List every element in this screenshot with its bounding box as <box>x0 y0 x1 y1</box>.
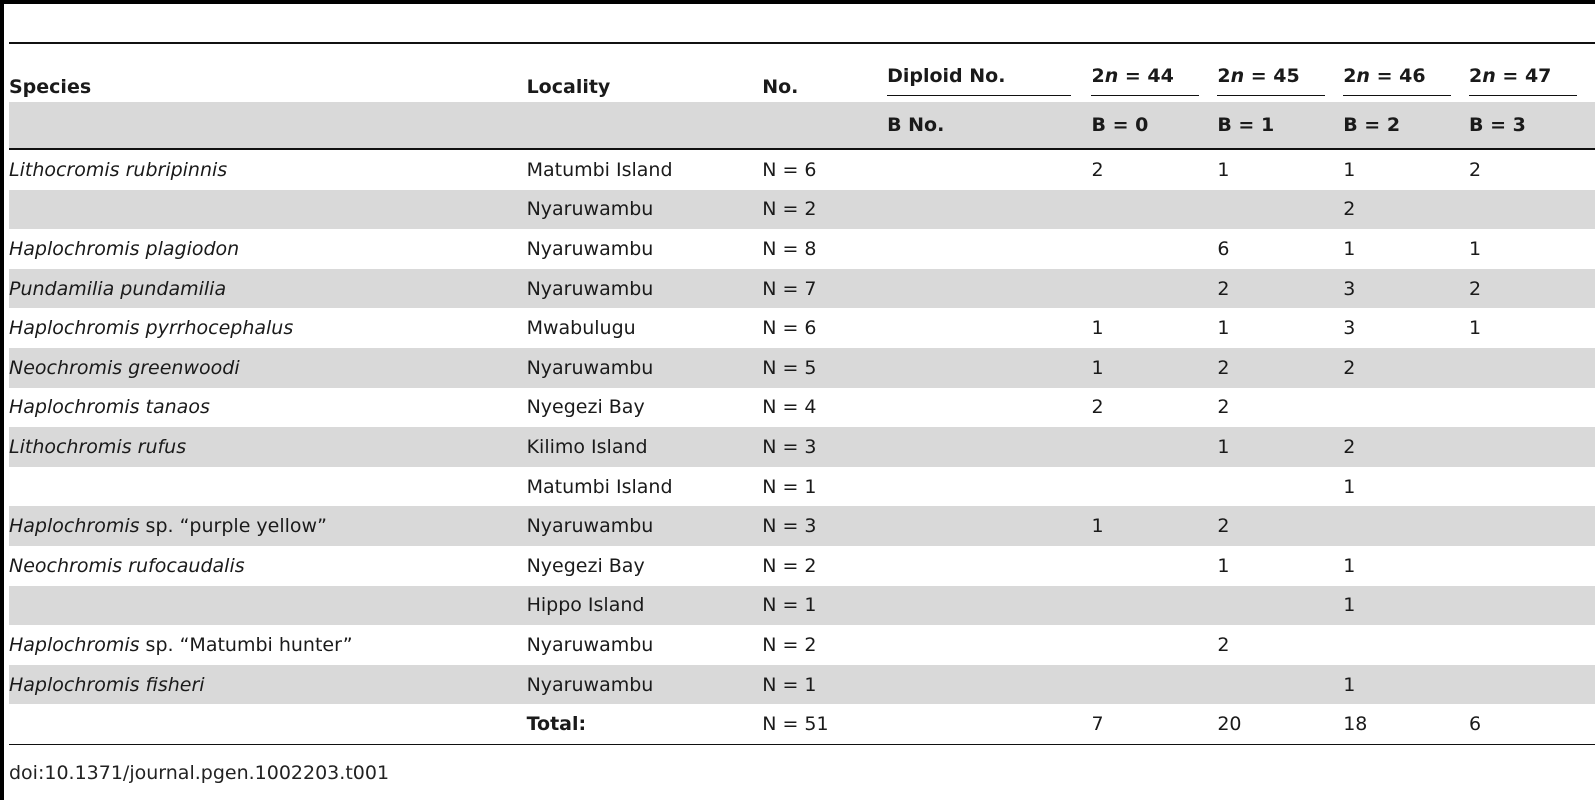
header-2n45-label: 2n = 45 <box>1217 51 1325 96</box>
table-body <box>9 149 1595 744</box>
cell-diploid-blank <box>887 467 1091 507</box>
cell-b0 <box>1091 190 1217 230</box>
cell-b0: 2 <box>1091 396 1104 419</box>
cell-b0: 1 <box>1091 348 1217 388</box>
cell-total-b0: 7 <box>1091 713 1104 736</box>
cell-b3 <box>1469 665 1595 705</box>
cell-diploid-blank <box>887 308 1091 348</box>
header-2n47-label: 2n = 47 <box>1469 51 1577 96</box>
cell-total-count: N = 51 <box>762 713 829 736</box>
cell-b0: 1 <box>1091 317 1104 340</box>
header-2n44-label: 2n = 44 <box>1091 51 1199 96</box>
cell-b2: 1 <box>1343 237 1356 260</box>
cell-b0 <box>1091 467 1217 507</box>
left-border <box>0 0 4 800</box>
header-no-label: No. <box>762 76 799 98</box>
cell-diploid-blank <box>887 149 1091 190</box>
karyotype-table-container <box>9 42 1595 745</box>
cell-diploid-blank <box>887 348 1091 388</box>
species-name-italic: Neochromis rufocaudalis <box>9 554 245 577</box>
cell-b1: 1 <box>1217 427 1343 467</box>
cell-locality: Kilimo Island <box>527 427 763 467</box>
cell-locality: Nyaruwambu <box>527 665 763 705</box>
header-row-diploid <box>9 43 1595 102</box>
cell-count: N = 2 <box>762 554 817 577</box>
header-2n46-label: 2n = 46 <box>1343 51 1451 96</box>
cell-diploid-blank <box>887 546 1091 586</box>
cell-b2: 2 <box>1343 348 1469 388</box>
header-b1: B = 1 <box>1217 102 1343 149</box>
species-name-italic: Haplochromis pyrrhocephalus <box>9 317 294 340</box>
species-name-italic: Lithocromis rubripinnis <box>9 158 228 181</box>
table-row <box>9 190 1595 230</box>
cell-count: N = 6 <box>762 317 817 340</box>
cell-count: N = 7 <box>762 269 887 309</box>
cell-b2 <box>1343 625 1469 665</box>
species-name-italic: Haplochromis plagiodon <box>9 237 240 260</box>
cell-b3 <box>1469 546 1595 586</box>
cell-b0 <box>1091 427 1217 467</box>
cell-count: N = 1 <box>762 586 887 626</box>
cell-b2: 3 <box>1343 269 1469 309</box>
cell-b3 <box>1469 506 1595 546</box>
cell-species <box>9 427 527 467</box>
header-b-no: B No. <box>887 102 1091 149</box>
header-b3: B = 3 <box>1469 102 1595 149</box>
cell-b2: 1 <box>1343 158 1356 181</box>
cell-species <box>9 506 527 546</box>
karyotype-table <box>9 42 1595 745</box>
doi-caption: doi:10.1371/journal.pgen.1002203.t001 <box>9 762 390 784</box>
cell-b2: 2 <box>1343 190 1469 230</box>
cell-diploid-blank <box>887 190 1091 230</box>
cell-b1: 1 <box>1217 317 1230 340</box>
species-name-suffix: sp. “purple yellow” <box>139 515 327 538</box>
cell-b3 <box>1469 388 1595 428</box>
cell-species <box>9 388 527 428</box>
cell-b0 <box>1091 269 1217 309</box>
header-species-label: Species <box>9 76 92 98</box>
species-name-italic: Lithochromis rufus <box>9 435 187 458</box>
cell-b2 <box>1343 388 1469 428</box>
header-2n47 <box>1469 43 1595 102</box>
cell-b1: 2 <box>1217 506 1343 546</box>
species-name-italic: Pundamilia pundamilia <box>9 277 227 300</box>
header-2n44 <box>1091 43 1217 102</box>
header-no-blank <box>762 102 887 149</box>
cell-locality: Nyegezi Bay <box>526 396 645 419</box>
table-row <box>9 229 1595 269</box>
cell-b3 <box>1469 427 1595 467</box>
cell-b1: 2 <box>1217 396 1230 419</box>
cell-b3: 1 <box>1469 237 1482 260</box>
cell-species <box>9 308 527 348</box>
cell-total-b1: 20 <box>1217 713 1242 736</box>
cell-locality: Nyaruwambu <box>527 269 763 309</box>
cell-locality: Mwabulugu <box>526 317 636 340</box>
cell-locality: Nyaruwambu <box>526 633 654 656</box>
header-2n45 <box>1217 43 1343 102</box>
species-name-italic: Haplochromis <box>9 633 140 656</box>
table-row <box>9 467 1595 507</box>
header-no <box>762 43 887 102</box>
table-row <box>9 586 1595 626</box>
cell-locality: Nyaruwambu <box>527 348 763 388</box>
header-row-b <box>9 102 1595 149</box>
header-b0: B = 0 <box>1091 102 1217 149</box>
cell-species <box>9 625 527 665</box>
header-locality-blank <box>527 102 763 149</box>
cell-b0 <box>1091 665 1217 705</box>
cell-b0 <box>1091 546 1217 586</box>
cell-b1: 2 <box>1217 633 1230 656</box>
header-species <box>9 43 527 102</box>
cell-diploid-blank <box>887 665 1091 705</box>
cell-b2: 2 <box>1343 427 1469 467</box>
cell-count: N = 6 <box>762 158 817 181</box>
cell-locality: Nyegezi Bay <box>526 554 645 577</box>
cell-b2: 1 <box>1343 554 1356 577</box>
cell-b0: 2 <box>1091 158 1104 181</box>
species-name-suffix: sp. “Matumbi hunter” <box>139 633 353 656</box>
table-row <box>9 625 1595 665</box>
cell-b1 <box>1217 190 1343 230</box>
cell-b1: 1 <box>1217 554 1230 577</box>
cell-b1: 1 <box>1217 158 1230 181</box>
cell-diploid-blank <box>887 427 1091 467</box>
species-name-italic: Neochromis greenwoodi <box>9 356 240 379</box>
species-name-italic: Haplochromis tanaos <box>9 396 210 419</box>
cell-b1: 2 <box>1217 348 1343 388</box>
table-row <box>9 665 1595 705</box>
total-row <box>9 704 1595 744</box>
cell-count: N = 2 <box>762 633 817 656</box>
cell-b2: 3 <box>1343 317 1356 340</box>
header-locality-label: Locality <box>526 76 611 98</box>
cell-count: N = 2 <box>762 190 887 230</box>
cell-b2: 1 <box>1343 586 1469 626</box>
cell-b3 <box>1469 625 1595 665</box>
header-species-blank <box>9 102 527 149</box>
cell-b0 <box>1091 625 1217 665</box>
cell-species <box>9 269 527 309</box>
cell-b3 <box>1469 467 1595 507</box>
cell-species <box>9 229 527 269</box>
cell-b2: 1 <box>1343 475 1356 498</box>
cell-locality: Nyaruwambu <box>527 506 763 546</box>
cell-species <box>9 586 527 626</box>
cell-b3: 2 <box>1469 158 1482 181</box>
species-name-italic: Haplochromis fisheri <box>9 673 205 696</box>
top-border <box>0 0 1595 4</box>
header-b2: B = 2 <box>1343 102 1469 149</box>
cell-total-b3: 6 <box>1469 713 1482 736</box>
cell-locality: Hippo Island <box>527 586 763 626</box>
table-row <box>9 308 1595 348</box>
cell-b0 <box>1091 586 1217 626</box>
header-2n46 <box>1343 43 1469 102</box>
cell-species <box>9 467 527 507</box>
cell-count: N = 1 <box>762 665 887 705</box>
cell-count: N = 3 <box>762 427 887 467</box>
table-row <box>9 388 1595 428</box>
table-row <box>9 546 1595 586</box>
cell-total-diploid-blank <box>887 704 1091 744</box>
cell-b1: 6 <box>1217 237 1230 260</box>
cell-count: N = 8 <box>762 237 817 260</box>
table-row <box>9 506 1595 546</box>
cell-total-species-blank <box>9 704 527 744</box>
cell-locality: Nyaruwambu <box>527 190 763 230</box>
table-row <box>9 149 1595 190</box>
table-header <box>9 43 1595 149</box>
cell-diploid-blank <box>887 506 1091 546</box>
cell-b0 <box>1091 229 1217 269</box>
table-row <box>9 269 1595 309</box>
header-diploid <box>887 43 1091 102</box>
cell-count: N = 3 <box>762 506 887 546</box>
cell-diploid-blank <box>887 586 1091 626</box>
species-name-italic: Haplochromis <box>9 515 140 538</box>
cell-species <box>9 149 527 190</box>
cell-count: N = 4 <box>762 396 817 419</box>
cell-b1 <box>1217 586 1343 626</box>
cell-b3 <box>1469 348 1595 388</box>
table-row <box>9 348 1595 388</box>
cell-species <box>9 348 527 388</box>
cell-species <box>9 190 527 230</box>
cell-species <box>9 665 527 705</box>
header-locality <box>527 43 763 102</box>
cell-b3: 1 <box>1469 317 1482 340</box>
cell-b1 <box>1217 665 1343 705</box>
cell-b1: 2 <box>1217 269 1343 309</box>
cell-total-b2: 18 <box>1343 713 1368 736</box>
cell-diploid-blank <box>887 269 1091 309</box>
cell-diploid-blank <box>887 625 1091 665</box>
cell-b3: 2 <box>1469 269 1595 309</box>
cell-b0: 1 <box>1091 506 1217 546</box>
cell-total-label: Total: <box>526 713 587 736</box>
cell-locality: Nyaruwambu <box>526 237 654 260</box>
cell-count: N = 5 <box>762 348 887 388</box>
cell-b2: 1 <box>1343 665 1469 705</box>
cell-locality: Matumbi Island <box>526 475 673 498</box>
cell-count: N = 1 <box>762 475 817 498</box>
cell-species <box>9 546 527 586</box>
cell-diploid-blank <box>887 388 1091 428</box>
cell-locality: Matumbi Island <box>526 158 673 181</box>
cell-b3 <box>1469 586 1595 626</box>
header-diploid-label: Diploid No. <box>887 51 1071 96</box>
cell-b1 <box>1217 467 1343 507</box>
table-row <box>9 427 1595 467</box>
cell-b2 <box>1343 506 1469 546</box>
cell-b3 <box>1469 190 1595 230</box>
cell-diploid-blank <box>887 229 1091 269</box>
